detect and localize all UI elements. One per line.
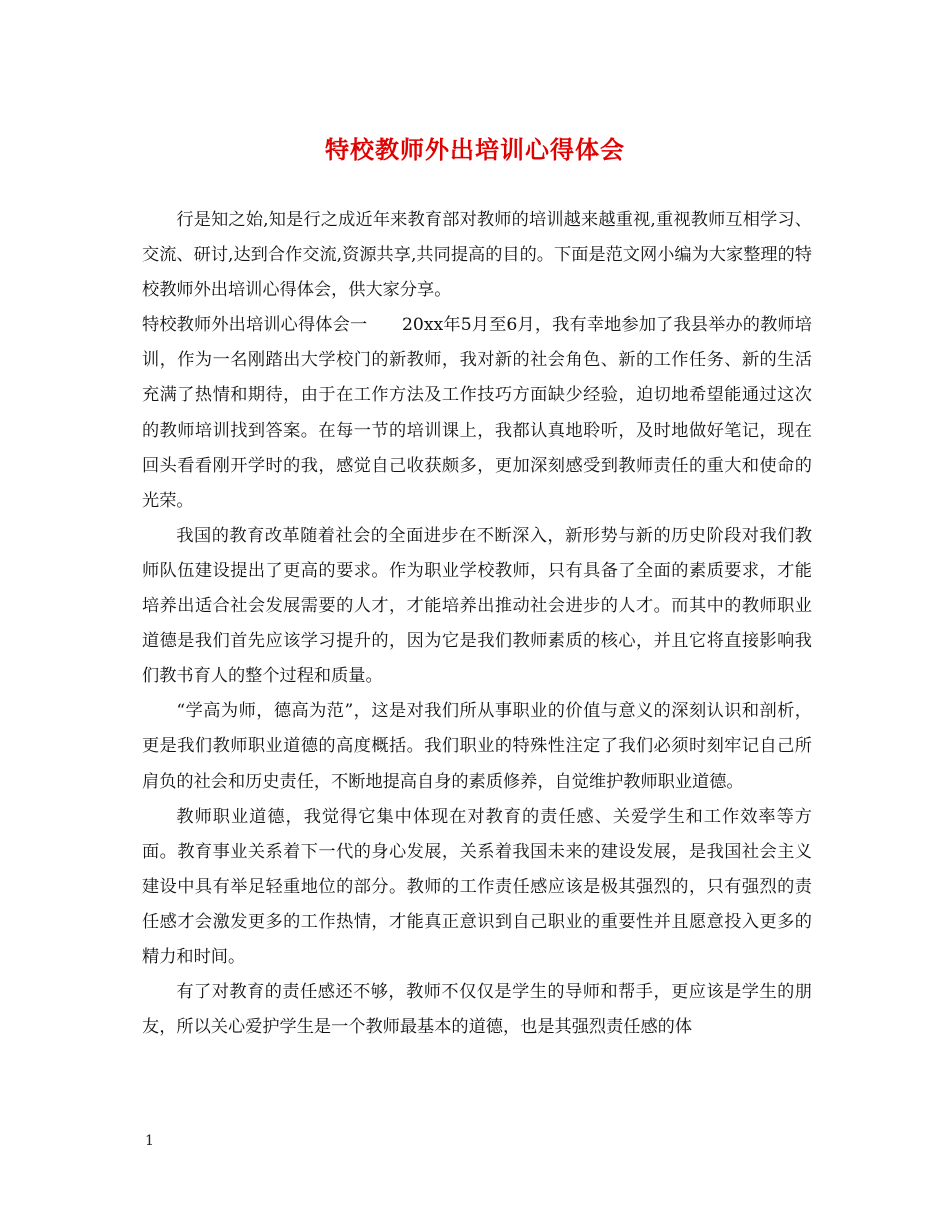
page-number: 1 <box>145 1133 154 1149</box>
document-title: 特校教师外出培训心得体会 <box>325 135 625 164</box>
document-body <box>142 203 812 1045</box>
paragraph-professional-ethics: 教师职业道德，我觉得它集中体现在对教育的责任感、关爱学生和工作效率等方面。教育事业关系着下一代的身心发展，关系着我国未来的建设发展，是我国社会主义建设中具有举足轻重地位的部分。教师的工作责任感应该是极其强烈的，只有强烈的责任感才会激发更多的工作热情，才能真正意识到自己职业的重要性并且愿意投入更多的精力和时间。 <box>142 806 812 967</box>
paragraph-care-students: 有了对教育的责任感还不够，教师不仅仅是学生的导师和帮手，更应该是学生的朋友，所以关心爱护学生是一个教师最基本的道德，也是其强烈责任感的体 <box>142 982 812 1038</box>
paragraph-experience-one: 特校教师外出培训心得体会一 20xx年5月至6月，我有幸地参加了我县举办的教师培训，作为一名刚踏出大学校门的新教师，我对新的社会角色、新的工作任务、新的生活充满了热情和期待，由于在工作方法及工作技巧方面缺少经验，迫切地希望能通过这次的教师培训找到答案。在每一节的培训课上，我都认真地聆听，及时地做好笔记，现在回头看看刚开学时的我，感觉自己收获颇多，更加深刻感受到教师责任的重大和使命的光荣。 <box>142 315 812 511</box>
paragraph-intro: 行是知之始,知是行之成近年来教育部对教师的培训越来越重视,重视教师互相学习、交流、研讨,达到合作交流,资源共享,共同提高的目的。下面是范文网小编为大家整理的特校教师外出培训心得体会，供大家分享。 <box>142 210 812 301</box>
paragraph-teacher-model: “学高为师，德高为范”，这是对我们所从事职业的价值与意义的深刻认识和剖析，更是我们教师职业道德的高度概括。我们职业的特殊性注定了我们必须时刻牢记自己所肩负的社会和历史责任，不断地提高自身的素质修养，自觉维护教师职业道德。 <box>142 701 812 792</box>
paragraph-education-reform: 我国的教育改革随着社会的全面进步在不断深入，新形势与新的历史阶段对我们教师队伍建设提出了更高的要求。作为职业学校教师，只有具备了全面的素质要求，才能培养出适合社会发展需要的人才，才能培养出推动社会进步的人才。而其中的教师职业道德是我们首先应该学习提升的，因为它是我们教师素质的核心，并且它将直接影响我们教书育人的整个过程和质量。 <box>142 525 812 687</box>
